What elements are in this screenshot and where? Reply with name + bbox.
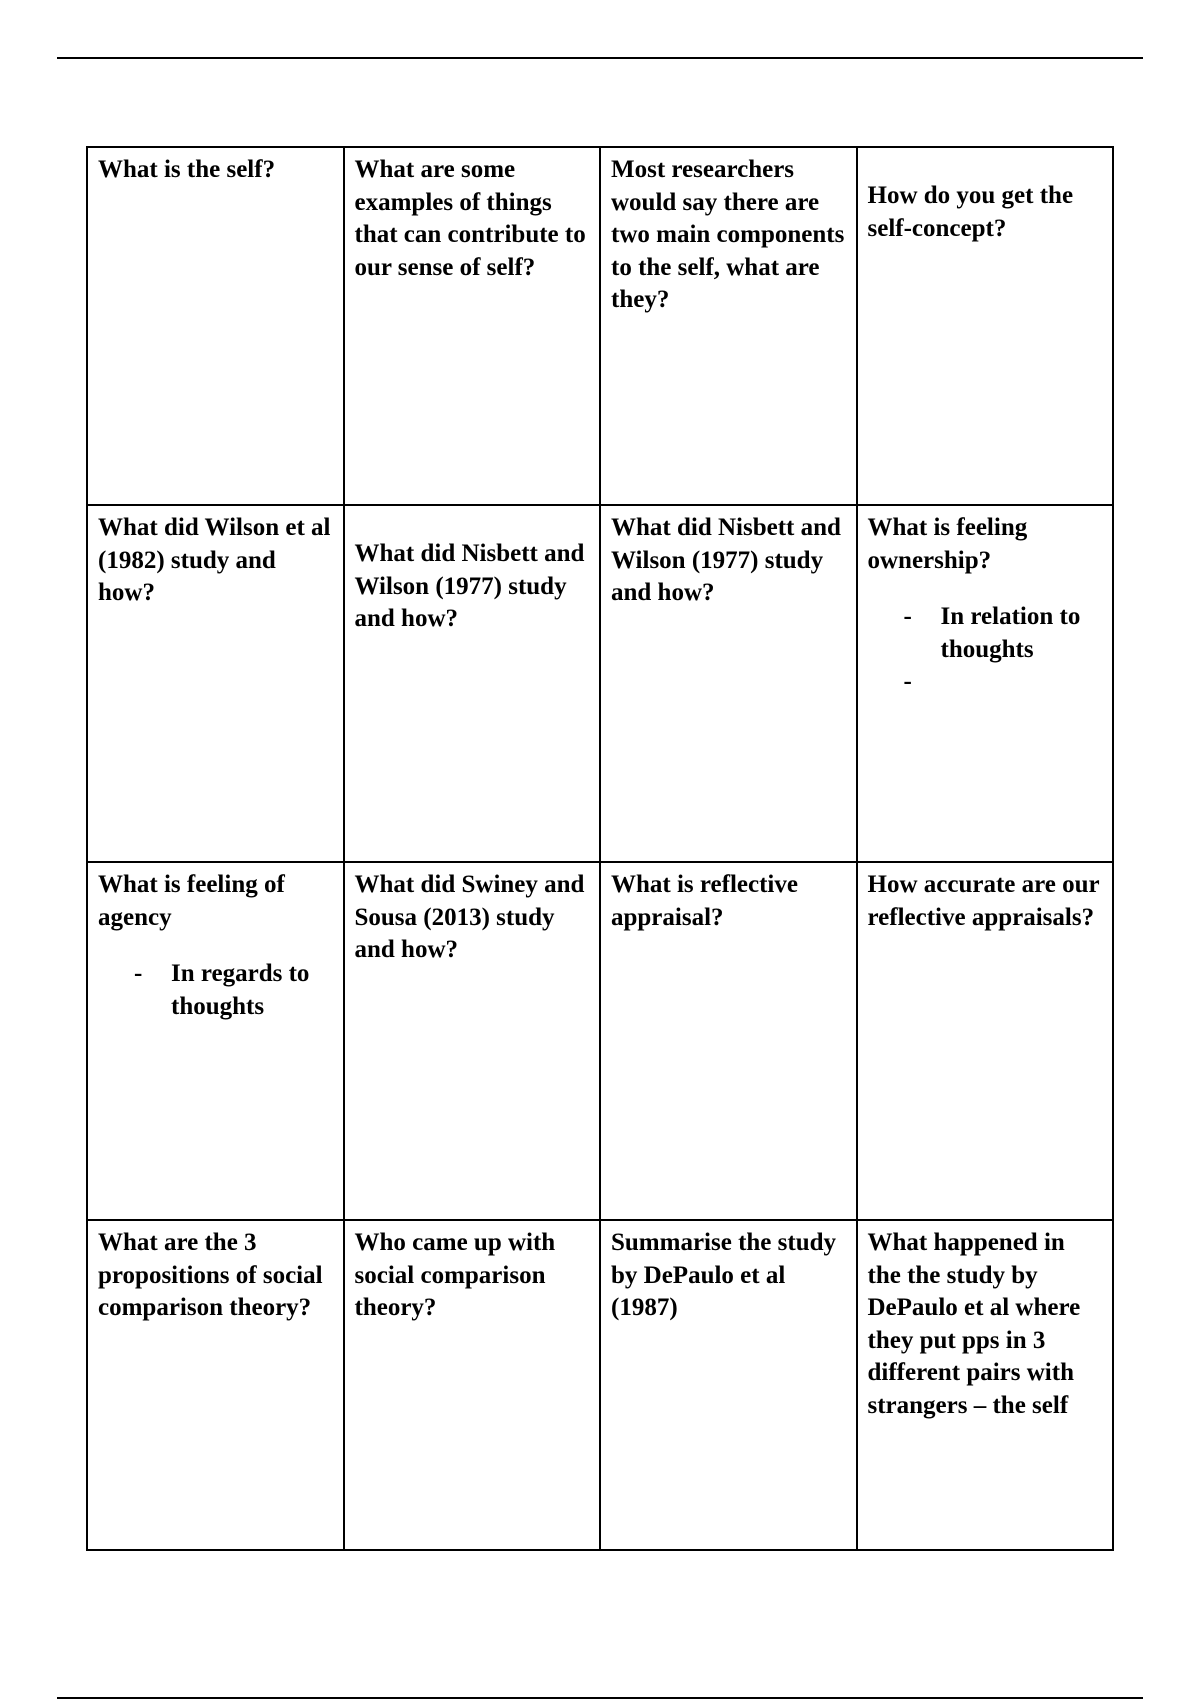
sub-point: - In regards to thoughts: [98, 958, 335, 1023]
question-text: What did Nisbett and Wilson (1977) study and how?: [354, 540, 585, 632]
question-text: What did Swiney and Sousa (2013) study and how?: [354, 871, 585, 963]
sub-point-list: [98, 958, 335, 1023]
question-cell: [344, 862, 601, 1220]
question-cell: [600, 505, 857, 862]
question-cell: [857, 862, 1114, 1220]
question-text: How accurate are our reflective appraisals?: [867, 871, 1100, 931]
question-cell: [344, 1220, 601, 1550]
question-text: What is reflective appraisal?: [611, 871, 798, 931]
question-text: What happened in the the study by DePaulo et al where they put pps in 3 different pairs with strangers – the self: [867, 1229, 1081, 1419]
question-cell: [600, 1220, 857, 1550]
sub-point: - In relation to thoughts: [868, 601, 1105, 666]
footer-rule: [57, 1697, 1143, 1699]
question-text: Who came up with social comparison theory?: [354, 1229, 556, 1321]
question-text: What are the 3 propositions of social comparison theory?: [98, 1229, 323, 1321]
question-cell: [344, 147, 601, 505]
sub-point-list: [868, 601, 1105, 698]
question-text: What did Nisbett and Wilson (1977) study and how?: [611, 514, 841, 606]
question-text: What did Wilson et al (1982) study and how?: [98, 514, 331, 606]
question-text: Most researchers would say there are two main components to the self, what are they?: [611, 156, 845, 313]
question-text: What is feeling of agency: [98, 871, 285, 931]
question-cell: [87, 862, 344, 1220]
question-cell: [87, 1220, 344, 1550]
question-text: How do you get the self-concept?: [867, 182, 1074, 242]
header-rule: [57, 57, 1143, 59]
question-text: What is the self?: [98, 156, 276, 183]
question-grid: [86, 146, 1114, 1551]
question-text: What are some examples of things that can contribute to our sense of self?: [354, 156, 586, 281]
question-cell: [344, 505, 601, 862]
question-cell: [87, 505, 344, 862]
question-text: What is feeling ownership?: [867, 514, 1028, 574]
sub-point-empty: [868, 666, 1105, 698]
grid-row-4: [87, 1220, 1113, 1550]
question-text: Summarise the study by DePaulo et al (1987): [611, 1229, 837, 1321]
question-cell: [857, 505, 1114, 862]
question-cell: [857, 1220, 1114, 1550]
question-cell: [87, 147, 344, 505]
question-cell: [857, 147, 1114, 505]
grid-row-3: [87, 862, 1113, 1220]
grid-row-1: [87, 147, 1113, 505]
question-cell: [600, 147, 857, 505]
grid-row-2: [87, 505, 1113, 862]
question-cell: [600, 862, 857, 1220]
